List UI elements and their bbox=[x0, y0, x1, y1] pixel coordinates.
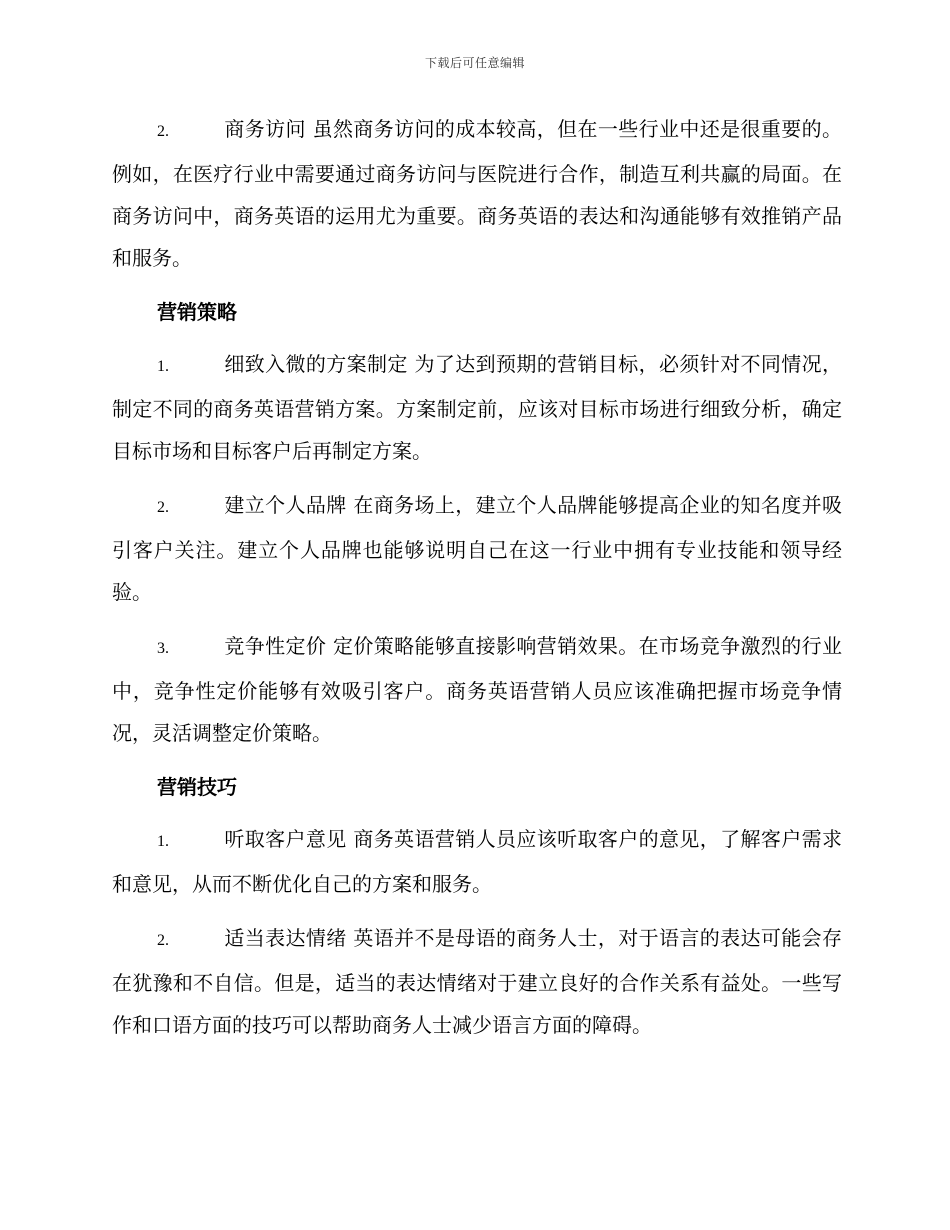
item-number: 2. bbox=[157, 499, 169, 516]
item-number: 2. bbox=[157, 123, 169, 140]
item-text: 建立个人品牌 在商务场上，建立个人品牌能够提高企业的知名度并吸引客户关注。建立个人品牌也能够说明自己在这一行业中拥有专业技能和领导经验。 bbox=[112, 493, 842, 604]
item-text: 细致入微的方案制定 为了达到预期的营销目标，必须针对不同情况，制定不同的商务英语营销方案。方案制定前，应该对目标市场进行细致分析，确定目标市场和目标客户后再制定方案。 bbox=[112, 352, 842, 463]
item-number: 2. bbox=[157, 932, 169, 949]
list-item bbox=[112, 917, 842, 1046]
item-number: 3. bbox=[157, 640, 169, 657]
item-number: 1. bbox=[157, 833, 169, 850]
document-body bbox=[112, 108, 842, 1058]
page-header: 下载后可任意编辑 bbox=[424, 56, 525, 70]
list-item bbox=[112, 108, 842, 279]
item-number: 1. bbox=[157, 358, 169, 375]
list-item bbox=[112, 343, 842, 472]
item-text: 商务访问 虽然商务访问的成本较高，但在一些行业中还是很重要的。例如，在医疗行业中需要通过商务访问与医院进行合作，制造互利共赢的局面。在商务访问中，商务英语的运用尤为重要。商务英语的表达和沟通能够有效推销产品和服务。 bbox=[112, 117, 842, 270]
section-heading: 营销技巧 bbox=[157, 775, 237, 799]
list-item bbox=[112, 818, 842, 905]
list-item bbox=[112, 625, 842, 754]
section-heading: 营销策略 bbox=[157, 300, 237, 324]
list-item bbox=[112, 484, 842, 613]
item-text: 适当表达情绪 英语并不是母语的商务人士，对于语言的表达可能会存在犹豫和不自信。但是，适当的表达情绪对于建立良好的合作关系有益处。一些写作和口语方面的技巧可以帮助商务人士减少语言方面的障碍。 bbox=[112, 926, 842, 1037]
item-text: 听取客户意见 商务英语营销人员应该听取客户的意见，了解客户需求和意见，从而不断优化自己的方案和服务。 bbox=[112, 827, 842, 896]
item-text: 竞争性定价 定价策略能够直接影响营销效果。在市场竞争激烈的行业中，竞争性定价能够有效吸引客户。商务英语营销人员应该准确把握市场竞争情况，灵活调整定价策略。 bbox=[112, 634, 842, 745]
